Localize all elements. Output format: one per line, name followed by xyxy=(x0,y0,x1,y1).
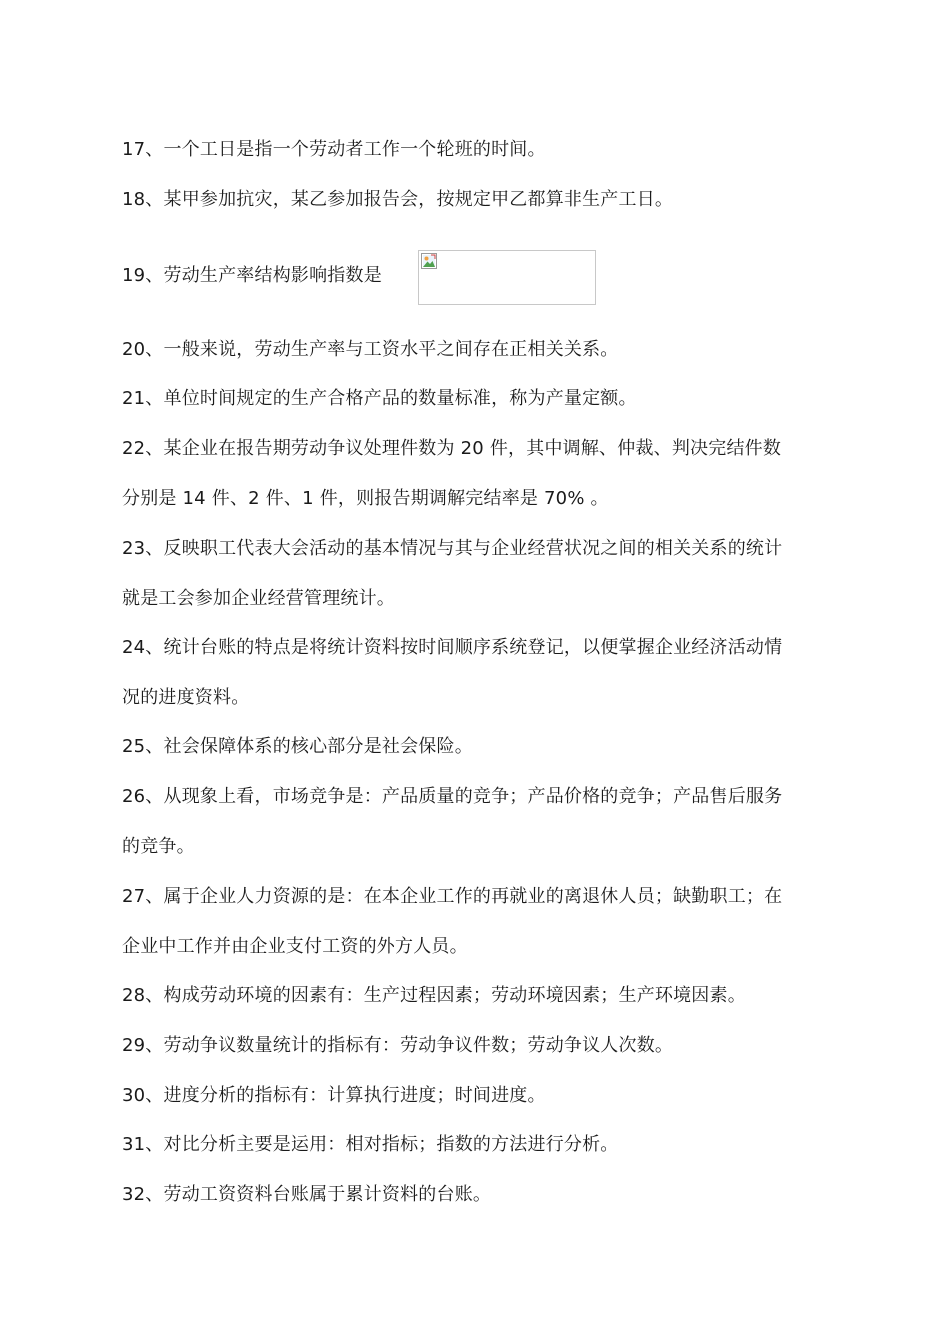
question-31: 31、对比分析主要是运用：相对指标；指数的方法进行分析。 xyxy=(122,1134,619,1155)
question-29: 29、劳动争议数量统计的指标有：劳动争议件数；劳动争议人次数。 xyxy=(122,1035,674,1056)
question-24-line-1: 24、统计台账的特点是将统计资料按时间顺序系统登记，以便掌握企业经济活动情 xyxy=(122,637,783,658)
question-23-line-1: 23、反映职工代表大会活动的基本情况与其与企业经营状况之间的相关关系的统计 xyxy=(122,538,783,559)
question-19: 19、劳动生产率结构影响指数是 xyxy=(122,265,382,286)
question-20: 20、一般来说，劳动生产率与工资水平之间存在正相关关系。 xyxy=(122,339,619,360)
question-26-line-2: 的竞争。 xyxy=(122,836,195,857)
question-28: 28、构成劳动环境的因素有：生产过程因素；劳动环境因素；生产环境因素。 xyxy=(122,985,746,1006)
broken-image-icon xyxy=(421,253,437,269)
question-24-line-2: 况的进度资料。 xyxy=(122,687,250,708)
question-17: 17、一个工日是指一个劳动者工作一个轮班的时间。 xyxy=(122,139,546,160)
question-27-line-1: 27、属于企业人力资源的是：在本企业工作的再就业的离退休人员；缺勤职工；在 xyxy=(122,886,783,907)
question-26-line-1: 26、从现象上看，市场竞争是：产品质量的竞争；产品价格的竞争；产品售后服务 xyxy=(122,786,783,807)
formula-image-placeholder xyxy=(418,250,596,305)
question-21: 21、单位时间规定的生产合格产品的数量标准，称为产量定额。 xyxy=(122,388,637,409)
question-23-line-2: 就是工会参加企业经营管理统计。 xyxy=(122,588,395,609)
question-32: 32、劳动工资资料台账属于累计资料的台账。 xyxy=(122,1184,492,1205)
question-30: 30、进度分析的指标有：计算执行进度；时间进度。 xyxy=(122,1085,546,1106)
question-25: 25、社会保障体系的核心部分是社会保险。 xyxy=(122,736,473,757)
question-22-line-2: 分别是 14 件、2 件、1 件，则报告期调解完结率是 70% 。 xyxy=(122,488,609,509)
question-18: 18、某甲参加抗灾，某乙参加报告会，按规定甲乙都算非生产工日。 xyxy=(122,189,674,210)
question-22-line-1: 22、某企业在报告期劳动争议处理件数为 20 件，其中调解、仲裁、判决完结件数 xyxy=(122,438,782,459)
question-27-line-2: 企业中工作并由企业支付工资的外方人员。 xyxy=(122,936,468,957)
